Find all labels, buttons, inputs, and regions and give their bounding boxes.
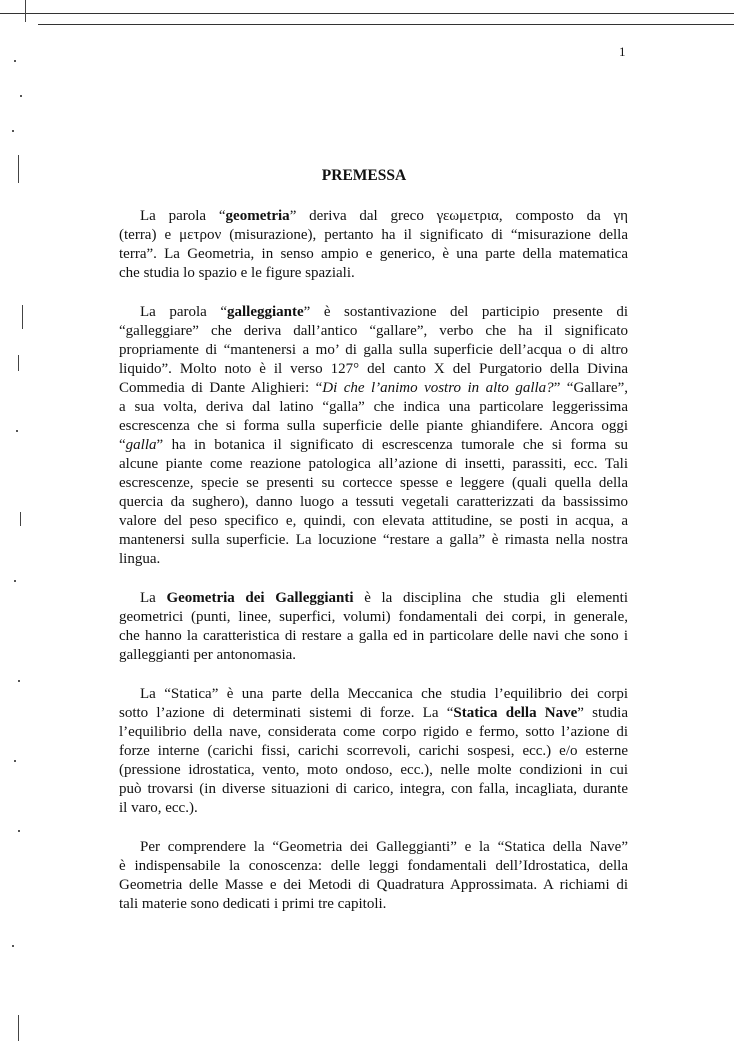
page-title	[0, 167, 734, 185]
text-line	[119, 303, 628, 322]
text-run: quercia da sughero), danno luogo a tessuti vegetali caratterizzati da bassissimo	[119, 494, 628, 510]
text-run: alcune piante come reazione patologica all’azione di insetti, parassiti, ecc. Tali	[119, 456, 628, 472]
margin-mark	[25, 0, 26, 22]
text-line	[119, 493, 628, 512]
text-line	[119, 341, 628, 360]
bold-term: Geometria dei Galleggianti	[166, 590, 354, 606]
text-line	[119, 799, 628, 818]
scan-second-rule	[38, 24, 734, 25]
text-run: valore del peso specifico e, quindi, con elevata attitudine, se posti in acqua, a	[119, 513, 628, 529]
text-run: La	[140, 590, 167, 606]
text-run: geometrici (punti, linee, superfici, volumi) fondamentali dei corpi, in generale,	[119, 609, 628, 625]
paragraph-galleggiante	[119, 303, 628, 569]
text-run: Commedia di Dante Alighieri: “	[119, 380, 323, 396]
text-line	[119, 857, 628, 876]
text-line	[119, 550, 628, 569]
text-run: La parola “	[140, 304, 227, 320]
paragraph-geometria-galleggianti	[119, 589, 628, 665]
text-line	[119, 207, 628, 226]
bold-term: galleggiante	[227, 304, 304, 320]
text-run: ” deriva dal greco γεωμετρια, composto da γη	[289, 208, 628, 224]
margin-dot	[18, 830, 20, 832]
scan-top-rule	[0, 13, 734, 14]
text-line	[119, 761, 628, 780]
margin-dot	[12, 130, 14, 132]
text-run: escrescenze, specie se presenti su cortecce spesse e leggere (quali quella della	[119, 475, 628, 491]
text-run: liquido”. Molto noto è il verso 127° del canto X del Purgatorio della Divina	[119, 361, 628, 377]
body-text	[119, 207, 628, 934]
text-run: lingua.	[119, 551, 161, 567]
text-line	[119, 226, 628, 245]
text-run: ” studia	[577, 705, 628, 721]
text-line	[119, 608, 628, 627]
margin-dot	[12, 945, 14, 947]
margin-dot	[16, 430, 18, 432]
text-run: ” è sostantivazione del participio presente di	[303, 304, 628, 320]
text-run: che studia lo spazio e le figure spaziali.	[119, 265, 355, 281]
text-run: terra”. La Geometria, in senso ampio e generico, è una parte della matematica	[119, 246, 628, 262]
text-line	[119, 895, 628, 914]
text-line	[119, 360, 628, 379]
text-run: Per comprendere la “Geometria dei Galleggianti” e la “Statica della Nave”	[140, 839, 628, 855]
text-line	[119, 531, 628, 550]
text-run: ” ha in botanica il significato di escrescenza tumorale che si forma su	[156, 437, 628, 453]
text-run: Geometria delle Masse e dei Metodi di Quadratura Approssimata. A richiami di	[119, 877, 628, 893]
text-run: è indispensabile la conoscenza: delle leggi fondamentali dell’Idrostatica, della	[119, 858, 628, 874]
margin-dot	[14, 580, 16, 582]
margin-mark	[18, 1015, 19, 1041]
text-run: a sua volta, deriva dal latino “galla” che indica una particolare leggerissima	[119, 399, 628, 415]
italic-quote: galla	[125, 437, 157, 453]
text-run: può trovarsi (in diverse situazioni di carico, integra, con falla, incagliata, durante	[119, 781, 628, 797]
text-run: “	[119, 437, 126, 453]
italic-quote: Di che l’animo vostro in alto galla?	[322, 380, 554, 396]
text-line	[119, 780, 628, 799]
text-line	[119, 704, 628, 723]
margin-mark	[18, 355, 19, 371]
text-line	[119, 474, 628, 493]
text-run: è la disciplina che studia gli elementi	[353, 590, 628, 606]
text-run: l’equilibrio della nave, considerata come corpo rigido e fermo, sotto l’azione di	[119, 724, 628, 740]
text-run: propriamente di “mantenersi a mo’ di galla sulla superficie dell’acqua o di altro	[119, 342, 628, 358]
text-run: (pressione idrostatica, vento, moto ondoso, ecc.), nelle molte condizioni in cui	[119, 762, 628, 778]
text-run: il varo, ecc.).	[119, 800, 198, 816]
bold-term: Statica della Nave	[453, 705, 578, 721]
margin-mark	[22, 305, 23, 329]
text-line	[119, 436, 628, 455]
text-run: galleggianti per antonomasia.	[119, 647, 297, 663]
text-line	[119, 723, 628, 742]
margin-dot	[20, 95, 22, 97]
text-run: (terra) e μετρον (misurazione), pertanto ha il significato di “misurazione della	[119, 227, 628, 243]
margin-dot	[18, 680, 20, 682]
text-run: ” “Gallare”,	[553, 380, 628, 396]
margin-dot	[14, 760, 16, 762]
text-run: che hanno la caratteristica di restare a galla ed in particolare delle navi che sono i	[119, 628, 628, 644]
text-line	[119, 627, 628, 646]
bold-term: geometria	[225, 208, 290, 224]
text-line	[119, 838, 628, 857]
text-line	[119, 685, 628, 704]
text-run: escrescenza che si forma sulla superficie delle piante ghiandifere. Ancora oggi	[119, 418, 628, 434]
page-title-text: PREMESSA	[321, 167, 407, 184]
paragraph-geometria	[119, 207, 628, 283]
text-line	[119, 589, 628, 608]
text-line	[119, 455, 628, 474]
margin-dot	[14, 60, 16, 62]
margin-mark	[20, 512, 21, 526]
text-line	[119, 264, 628, 283]
text-run: “galleggiare” che deriva dall’antico “gallare”, verbo che ha il significato	[119, 323, 628, 339]
text-line	[119, 379, 628, 398]
text-run: forze interne (carichi fissi, carichi scorrevoli, carichi sospesi, ecc.) e/o esterne	[119, 743, 628, 759]
paragraph-conclusione	[119, 838, 628, 914]
text-run: tali materie sono dedicati i primi tre capitoli.	[119, 896, 387, 912]
text-line	[119, 646, 628, 665]
text-line	[119, 245, 628, 264]
paragraph-statica	[119, 685, 628, 818]
text-run: sotto l’azione di determinati sistemi di forze. La “	[119, 705, 454, 721]
text-run: mantenersi sulla superficie. La locuzione “restare a galla” è rimasta nella nostra	[119, 532, 628, 548]
text-line	[119, 398, 628, 417]
text-run: La “Statica” è una parte della Meccanica che studia l’equilibrio dei corpi	[140, 686, 628, 702]
page-number: 1	[619, 44, 626, 59]
text-run: La parola “	[140, 208, 226, 224]
text-line	[119, 512, 628, 531]
text-line	[119, 742, 628, 761]
text-line	[119, 417, 628, 436]
text-line	[119, 876, 628, 895]
text-line	[119, 322, 628, 341]
